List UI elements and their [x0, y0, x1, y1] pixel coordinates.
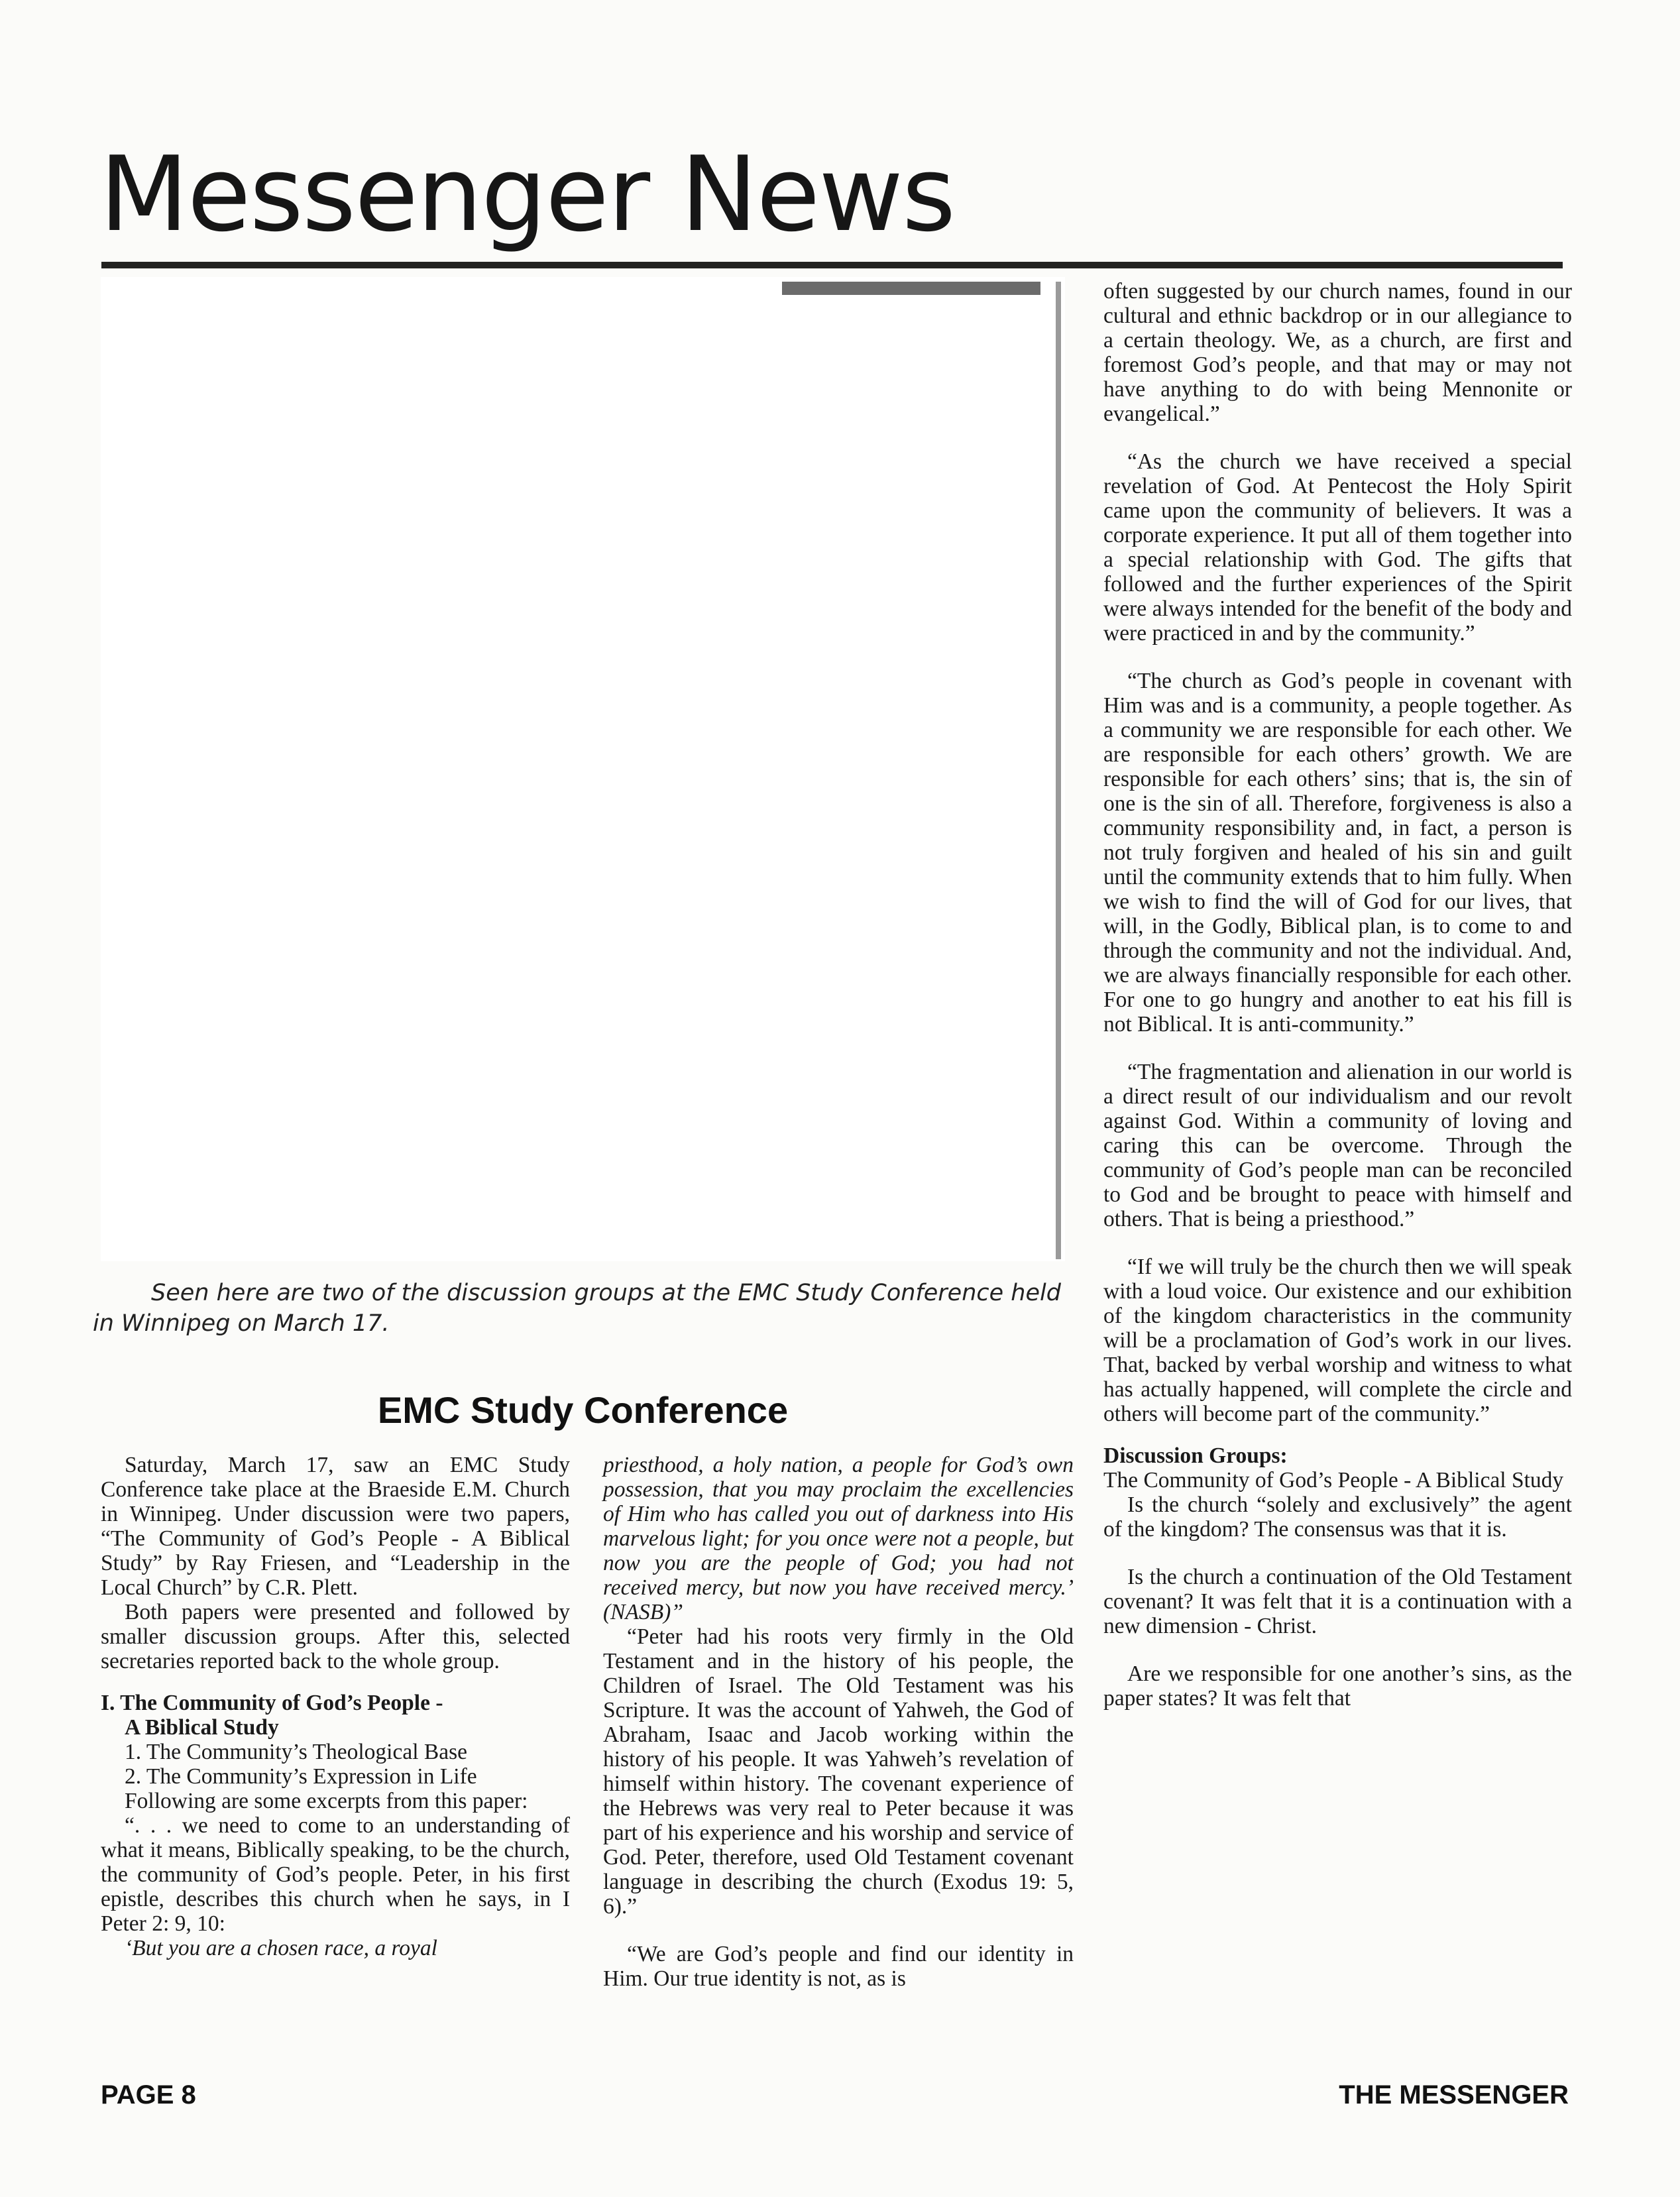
- paragraph: “. . . we need to come to an understanding of what it means, Biblically speaking, to be the church, the community of God’s people. Peter, in his first epistle, describes this church when he says, in I Peter 2: 9, 10:: [101, 1813, 570, 1936]
- discussion-subheading: The Community of God’s People - A Biblical Study: [1103, 1468, 1564, 1493]
- paragraph: “The fragmentation and alienation in our world is a direct result of our individualism and our revolt against God. Within a community of loving and caring this can be overcome. Through the community of God’s people man can be reconciled to God and be brought to peace with himself and others. That is being a priesthood.”: [1103, 1060, 1572, 1231]
- section-heading-cont: A Biblical Study: [125, 1715, 279, 1740]
- scripture-quote: [603, 1453, 1074, 1624]
- paragraph: “Peter had his roots very firmly in the Old Testament and in the history of his people, the Children of Israel. The Old Testament was his Scripture. It was the account of Yahweh, the God of Abraham, Isaac and Jacob working within the history of his people. It was Yahweh’s revelation of himself within history. The covenant experience of the Hebrews was very real to Peter because it was part of his experience and his worship and service of God. Peter, therefore, used Old Testament covenant language in describing the church (Exodus 19: 5, 6).”: [603, 1624, 1074, 1919]
- masthead: Messenger News: [99, 134, 955, 254]
- paragraph: often suggested by our church names, found in our cultural and ethnic backdrop or in our allegiance to a certain theology. We, as a church, are first and foremost God’s people, and that may or may not have anything to do with being Mennonite or evangelical.”: [1103, 279, 1572, 426]
- photo-top-edge: [782, 282, 1040, 295]
- paragraph: Is the church “solely and exclusively” the agent of the kingdom? The consensus was that it is.: [1103, 1493, 1572, 1542]
- masthead-rule: [101, 262, 1563, 268]
- column-3: [1103, 279, 1572, 1711]
- photo-right-edge: [1056, 282, 1061, 1259]
- paragraph: “The church as God’s people in covenant with Him was and is a community, a people together. As a community we are responsible for each other. We are responsible for each others’ growth. We are responsible for each others’ sins; that is, the sin of one is the sin of all. Therefore, forgiveness is also a community responsibility and, in fact, a person is not truly forgiven and healed of his sin and guilt until the community extends that to him fully. When we wish to find the will of God for our lives, that will, in the Godly, Biblical plan, is to come to and through the community and not the individual. And, we are always financially responsible for each other. For one to go hungry and another to eat his fill is not Biblical. It is anti-community.”: [1103, 669, 1572, 1037]
- paragraph: Saturday, March 17, saw an EMC Study Conference take place at the Braeside E.M. Church in Winnipeg. Under discussion were two papers, “The Community of God’s People - A Biblical Study” by Ray Friesen, and “Leadership in the Local Church” by C.R. Plett.: [101, 1453, 570, 1600]
- paragraph: Both papers were presented and followed by smaller discussion groups. After this, selected secretaries reported back to the whole group.: [101, 1600, 570, 1673]
- scripture-quote-text: ‘But you are a chosen race, a royal: [125, 1936, 437, 1960]
- list-item: 1. The Community’s Theological Base: [125, 1740, 468, 1764]
- discussion-heading: Discussion Groups:: [1103, 1443, 1288, 1468]
- page-number: PAGE 8: [101, 2080, 196, 2110]
- section-heading: I. The Community of God’s People -: [101, 1691, 443, 1715]
- scripture-quote-text: priesthood, a holy nation, a people for God’s own possession, that you may proclaim the excellencies of Him who has called you out of darkness into His marvelous light; for you once were not a people, but now you are the people of God; you had not received mercy, but now you have received mercy.’ (NASB)”: [603, 1453, 1074, 1624]
- paragraph: Are we responsible for one another’s sins, as the paper states? It was felt that: [1103, 1662, 1572, 1711]
- column-2: [603, 1453, 1074, 1991]
- column-1: [101, 1453, 570, 1960]
- scripture-quote: [101, 1936, 570, 1960]
- list-item: 2. The Community’s Expression in Life: [125, 1764, 477, 1789]
- photo-caption: Seen here are two of the discussion groups at the EMC Study Conference held in Winnipeg on March 17.: [93, 1280, 1061, 1337]
- paragraph: “We are God’s people and find our identity in Him. Our true identity is not, as is: [603, 1942, 1074, 1991]
- publication-name: THE MESSENGER: [1339, 2080, 1569, 2110]
- photo: [101, 277, 1065, 1261]
- paragraph: Following are some excerpts from this paper:: [125, 1789, 528, 1813]
- article-headline: EMC Study Conference: [377, 1389, 789, 1431]
- paragraph: Is the church a continuation of the Old Testament covenant? It was felt that it is a continuation with a new dimension - Christ.: [1103, 1565, 1572, 1638]
- paragraph: “As the church we have received a special revelation of God. At Pentecost the Holy Spirit came upon the community of believers. It was a corporate experience. It put all of them together into a special relationship with God. The gifts that followed and the further experiences of the Spirit were always intended for the benefit of the body and were practiced in and by the community.”: [1103, 449, 1572, 646]
- paragraph: “If we will truly be the church then we will speak with a loud voice. Our existence and our exhibition of the kingdom characteristics in the community will be a proclamation of God’s work in our lives. That, backed by verbal worship and witness to what has actually happened, will complete the circle and others will become part of the community.”: [1103, 1255, 1572, 1426]
